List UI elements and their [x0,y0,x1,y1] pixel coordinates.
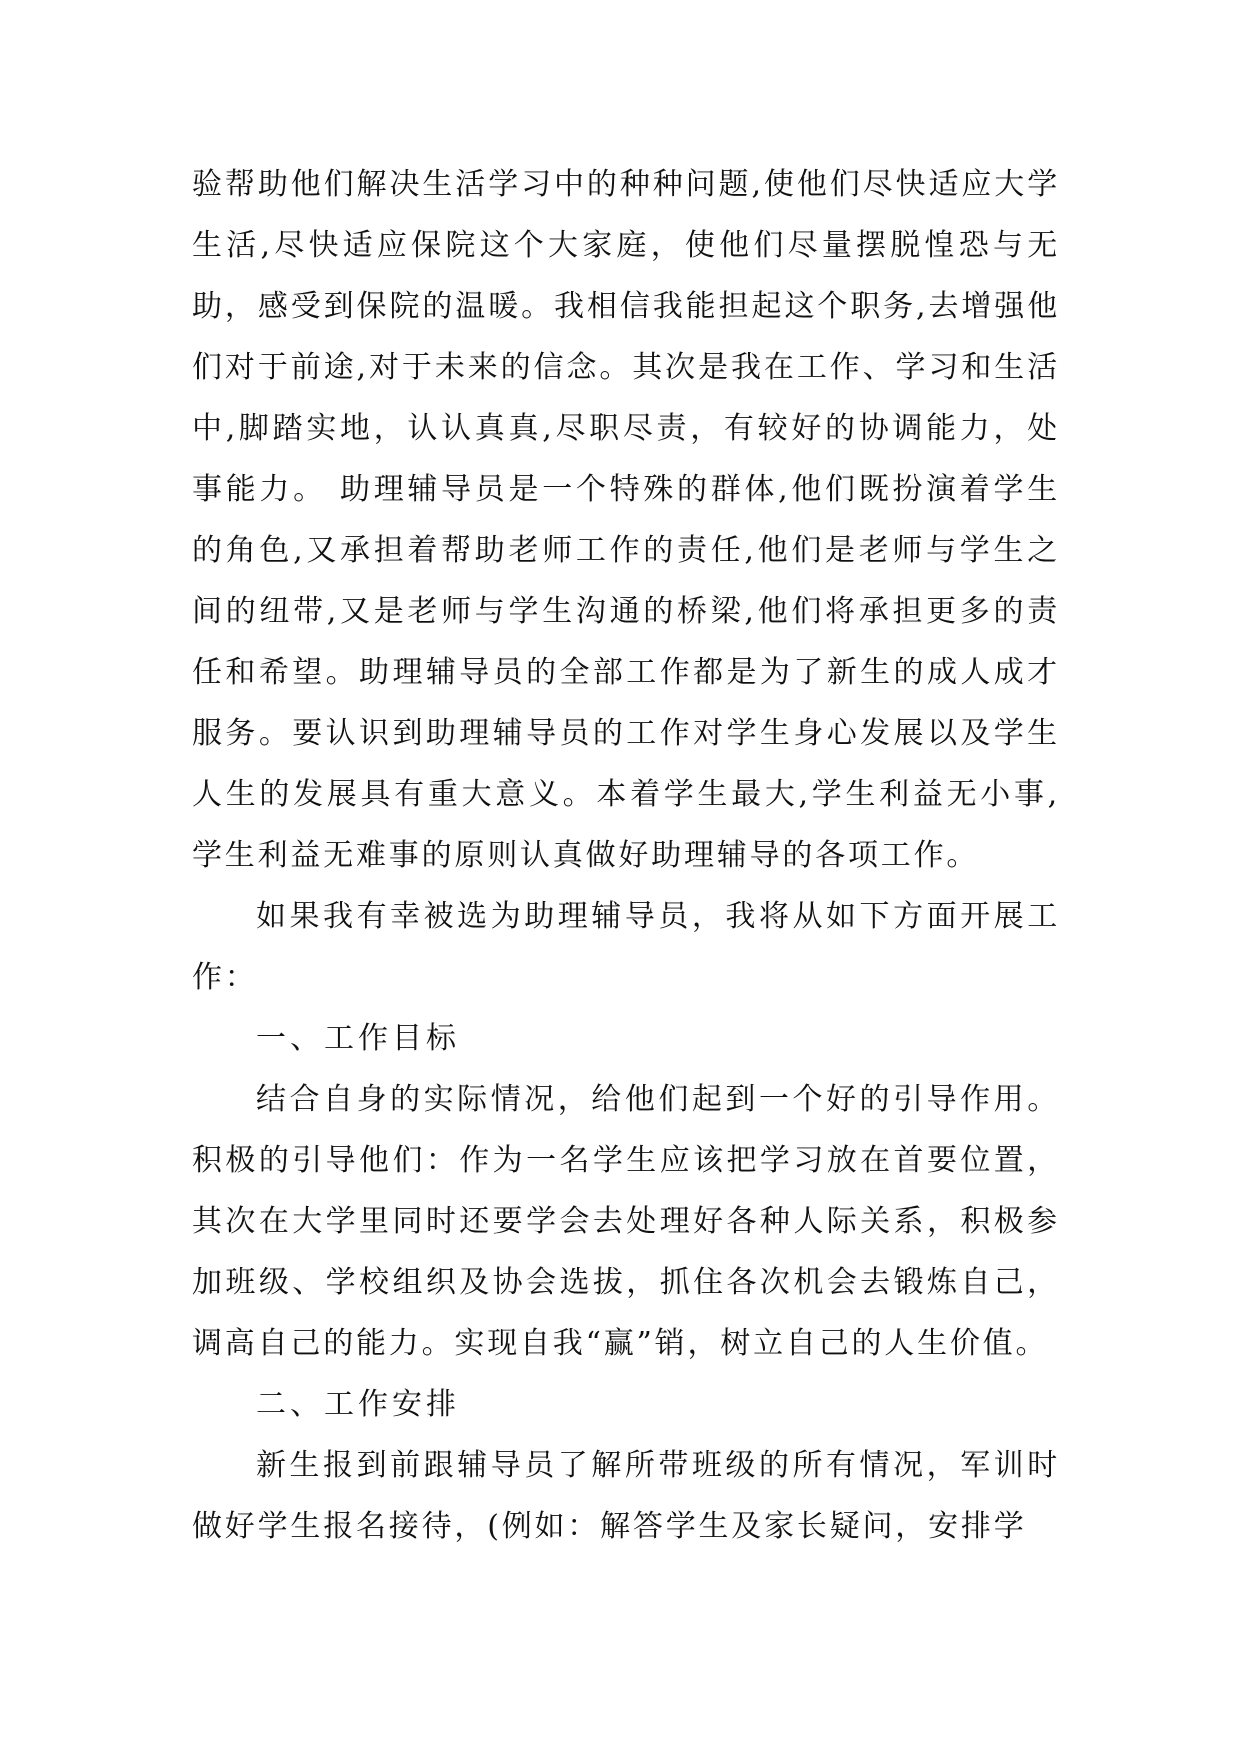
body-paragraph: 结合自身的实际情况，给他们起到一个好的引导作用。积极的引导他们：作为一名学生应该把学习放在首要位置，其次在大学里同时还要学会去处理好各种人际关系，积极参加班级、学校组织及协会选拔，抓住各次机会去锻炼自己，调高自己的能力。实现自我“赢”销，树立自己的人生价值。 [192,1082,1060,1361]
section-heading: 一、工作目标 [256,1021,460,1056]
body-paragraph: 新生报到前跟辅导员了解所带班级的所有情况，军训时做好学生报名接待，(例如：解答学生及家长疑问，安排学 [192,1448,1060,1544]
body-paragraph: 如果我有幸被选为助理辅导员，我将从如下方面开展工作： [192,899,1060,995]
document-page [192,154,1060,1557]
section-heading: 二、工作安排 [256,1387,460,1422]
body-paragraph: 验帮助他们解决生活学习中的种种问题,使他们尽快适应大学生活,尽快适应保院这个大家庭，使他们尽量摆脱惶恐与无助，感受到保院的温暖。我相信我能担起这个职务,去增强他们对于前途,对于未来的信念。其次是我在工作、学习和生活中,脚踏实地，认认真真,尽职尽责，有较好的协调能力，处事能力。 助理辅导员是一个特殊的群体,他们既扮演着学生的角色,又承担着帮助老师工作的责任,他们是老师与学生之间的纽带,又是老师与学生沟通的桥梁,他们将承担更多的责任和希望。助理辅导员的全部工作都是为了新生的成人成才服务。要认识到助理辅导员的工作对学生身心发展以及学生人生的发展具有重大意义。本着学生最大,学生利益无小事,学生利益无难事的原则认真做好助理辅导的各项工作。 [192,167,1060,873]
